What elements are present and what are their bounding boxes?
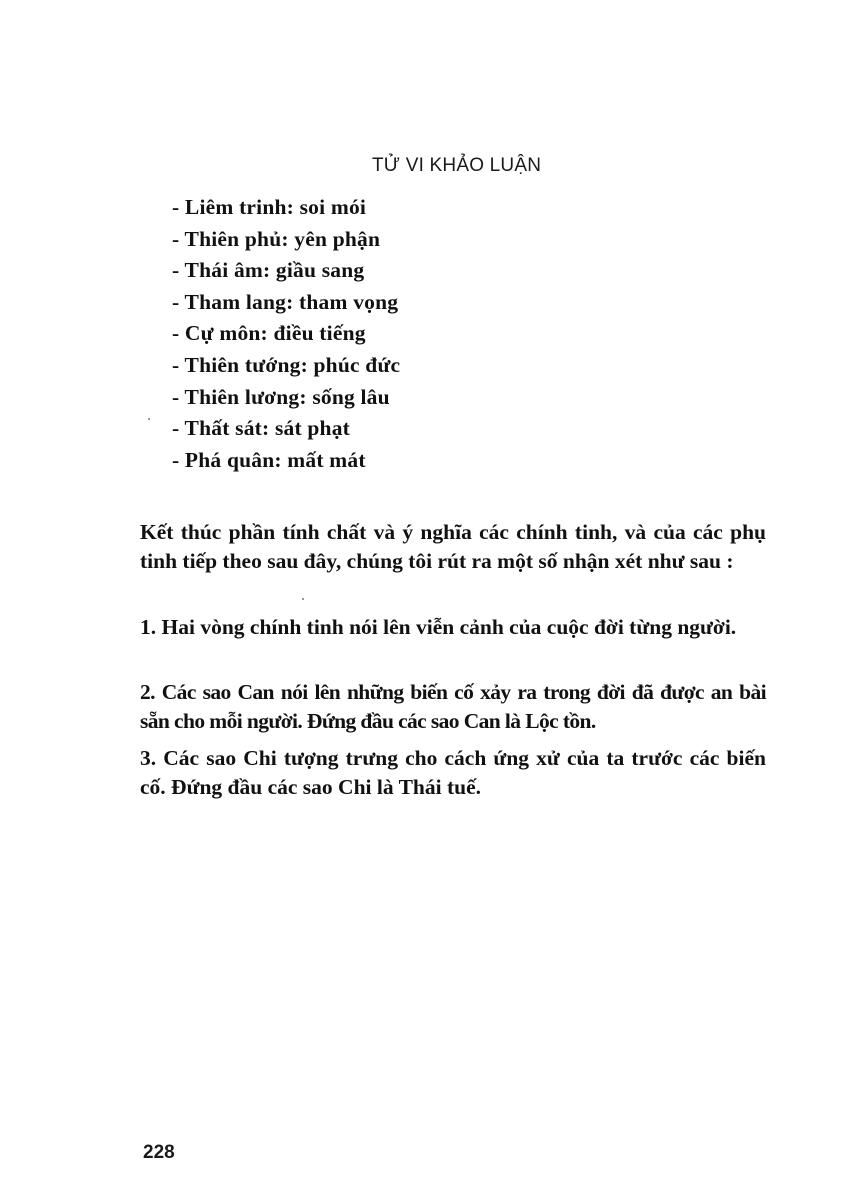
numbered-point-2: 2. Các sao Can nói lên những biến cố xảy ra trong đời đã được an bài sẵn cho mỗi người. Đứng đầu các sao Can là Lộc tồn. [140, 680, 766, 733]
list-item: - Thất sát: sát phạt [172, 416, 351, 441]
list-item: - Thái âm: giầu sang [172, 258, 365, 283]
list-item: - Thiên lương: sống lâu [172, 384, 390, 409]
list-item: - Thiên tướng: phúc đức [172, 352, 401, 377]
scan-speck [148, 418, 150, 420]
list-item: - Thiên phủ: yên phận [172, 226, 381, 251]
list-item: - Liêm trinh: soi mói [172, 195, 367, 219]
numbered-point-1: 1. Hai vòng chính tinh nói lên viễn cảnh của cuộc đời từng người. [140, 615, 737, 639]
numbered-point-3: 3. Các sao Chi tượng trưng cho cách ứng xử của ta trước các biến cố. Đứng đầu các sao Chi là Thái tuế. [140, 746, 766, 799]
intro-paragraph: Kết thúc phần tính chất và ý nghĩa các chính tinh, và của các phụ tinh tiếp theo sau đây, chúng tôi rút ra một số nhận xét như sau : [140, 520, 766, 573]
list-item: - Phá quân: mất mát [172, 447, 366, 472]
page-number: 228 [143, 1142, 175, 1163]
running-header-title: TỬ VI KHẢO LUẬN [372, 155, 542, 176]
star-meaning-list [172, 192, 400, 476]
list-item: - Tham lang: tham vọng [172, 289, 399, 314]
scan-speck [302, 598, 304, 600]
list-item: - Cự môn: điều tiếng [172, 321, 366, 346]
